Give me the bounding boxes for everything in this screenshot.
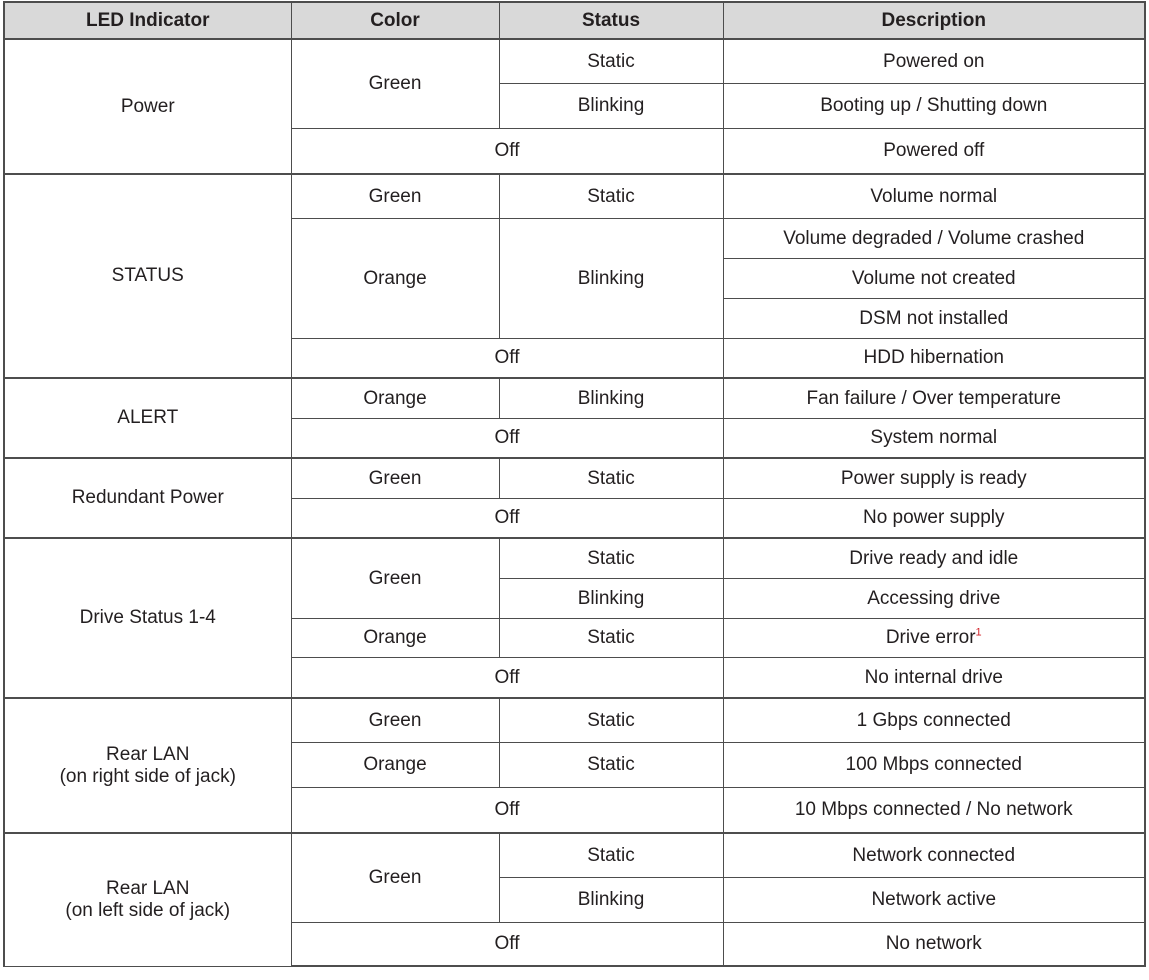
header-color: Color <box>291 2 499 39</box>
led-indicator-table <box>3 1 1146 967</box>
description-cell: Network active <box>723 878 1145 923</box>
off-cell: Off <box>291 658 723 699</box>
description-cell: Accessing drive <box>723 579 1145 619</box>
indicator-power: Power <box>4 39 291 174</box>
table-row <box>4 39 1145 84</box>
status-cell: Blinking <box>499 378 723 419</box>
table-row <box>4 174 1145 219</box>
header-description: Description <box>723 2 1145 39</box>
color-cell: Orange <box>291 378 499 419</box>
header-led-indicator: LED Indicator <box>4 2 291 39</box>
header-row <box>4 2 1145 39</box>
indicator-line-2: (on right side of jack) <box>59 765 236 787</box>
description-cell: Power supply is ready <box>723 458 1145 499</box>
description-cell: 1 Gbps connected <box>723 698 1145 743</box>
description-cell: Volume degraded / Volume crashed <box>723 219 1145 259</box>
off-cell: Off <box>291 499 723 539</box>
description-cell: Volume not created <box>723 259 1145 299</box>
description-cell: No internal drive <box>723 658 1145 699</box>
status-cell: Static <box>499 833 723 878</box>
description-cell: No power supply <box>723 499 1145 539</box>
description-cell: Powered on <box>723 39 1145 84</box>
indicator-status: STATUS <box>4 174 291 378</box>
description-cell <box>723 619 1145 658</box>
status-cell: Static <box>499 538 723 579</box>
description-cell: 10 Mbps connected / No network <box>723 788 1145 834</box>
table-row <box>4 538 1145 579</box>
off-cell: Off <box>291 129 723 175</box>
color-cell: Green <box>291 458 499 499</box>
status-cell: Static <box>499 39 723 84</box>
color-cell: Green <box>291 39 499 129</box>
description-text: Drive error <box>885 627 976 648</box>
table-row <box>4 833 1145 878</box>
indicator-line-1: Rear LAN <box>106 877 190 899</box>
off-cell: Off <box>291 339 723 379</box>
indicator-line-2: (on left side of jack) <box>65 899 231 921</box>
status-cell: Blinking <box>499 84 723 129</box>
status-cell: Static <box>499 619 723 658</box>
status-cell: Static <box>499 174 723 219</box>
status-cell: Blinking <box>499 219 723 339</box>
indicator-drive-status: Drive Status 1-4 <box>4 538 291 698</box>
header-status: Status <box>499 2 723 39</box>
description-cell: 100 Mbps connected <box>723 743 1145 788</box>
description-cell: Fan failure / Over temperature <box>723 378 1145 419</box>
status-cell: Blinking <box>499 878 723 923</box>
color-cell: Green <box>291 174 499 219</box>
color-cell: Green <box>291 538 499 619</box>
indicator-line-1: Rear LAN <box>106 743 190 765</box>
color-cell: Orange <box>291 743 499 788</box>
description-cell: System normal <box>723 419 1145 459</box>
color-cell: Green <box>291 698 499 743</box>
indicator-rear-lan-left <box>4 833 291 966</box>
off-cell: Off <box>291 419 723 459</box>
description-cell: Booting up / Shutting down <box>723 84 1145 129</box>
description-cell: Powered off <box>723 129 1145 175</box>
status-cell: Blinking <box>499 579 723 619</box>
description-cell: Network connected <box>723 833 1145 878</box>
table-row <box>4 378 1145 419</box>
indicator-rear-lan-right <box>4 698 291 833</box>
status-cell: Static <box>499 743 723 788</box>
indicator-redundant-power: Redundant Power <box>4 458 291 538</box>
table-row <box>4 458 1145 499</box>
color-cell: Orange <box>291 619 499 658</box>
color-cell: Orange <box>291 219 499 339</box>
description-cell: HDD hibernation <box>723 339 1145 379</box>
off-cell: Off <box>291 788 723 834</box>
status-cell: Static <box>499 458 723 499</box>
status-cell: Static <box>499 698 723 743</box>
description-cell: No network <box>723 923 1145 967</box>
footnote-marker: 1 <box>975 626 982 639</box>
indicator-alert: ALERT <box>4 378 291 458</box>
table-row <box>4 698 1145 743</box>
description-cell: DSM not installed <box>723 299 1145 339</box>
description-cell: Volume normal <box>723 174 1145 219</box>
off-cell: Off <box>291 923 723 967</box>
description-cell: Drive ready and idle <box>723 538 1145 579</box>
color-cell: Green <box>291 833 499 923</box>
